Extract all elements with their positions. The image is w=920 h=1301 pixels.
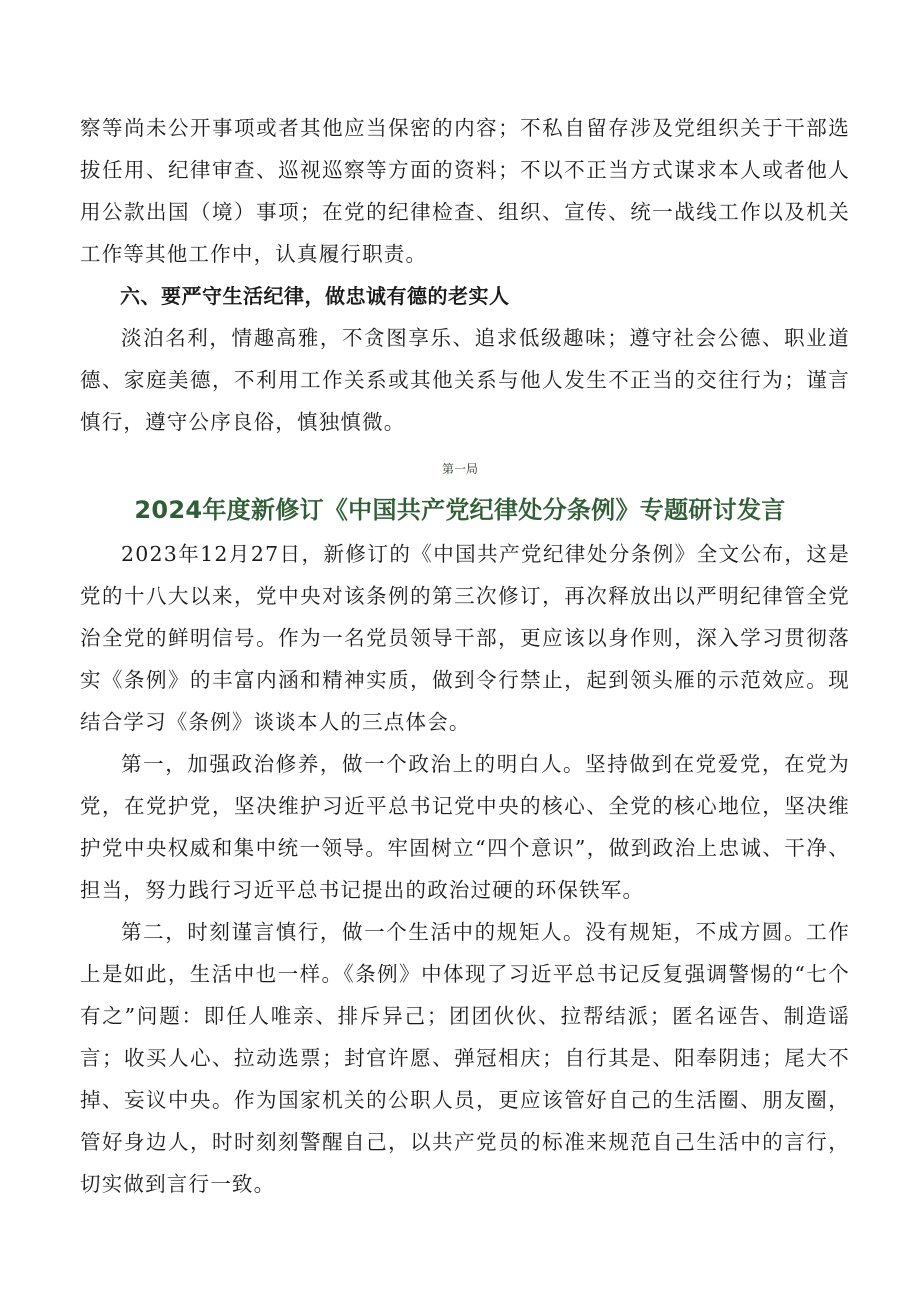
paragraph-six: 淡泊名利，情趣高雅，不贪图享乐、追求低级趣味；遵守社会公德、职业道德、家庭美德，不利用工作关系或其他关系与他人发生不正当的交往行为；谨言慎行，遵守公序良俗，慎独慎微。: [80, 326, 850, 434]
paragraph-3: 第二，时刻谨言慎行，做一个生活中的规矩人。没有规矩，不成方圆。工作上是如此，生活中也一样。《条例》中体现了习近平总书记反复强调警惕的“七个有之”问题：即任人唯亲、排斥异己；团团伙伙、拉帮结派；匿名诬告、制造谣言；收买人心、拉动选票；封官许愿、弹冠相庆；自行其是、阳奉阴违；尾大不掉、妄议中央。作为国家机关的公职人员，更应该管好自己的生活圈、朋友圈，管好身边人，时时刻刻警醒自己，以共产党员的标准来规范自己生活中的言行，切实做到言行一致。: [80, 920, 850, 1196]
paragraph-intro-continued: 察等尚未公开事项或者其他应当保密的内容；不私自留存涉及党组织关于干部选拔任用、纪律审查、巡视巡察等方面的资料；不以不正当方式谋求本人或者他人用公款出国（境）事项；在党的纪律检查、组织、宣传、统一战线工作以及机关工作等其他工作中，认真履行职责。: [80, 116, 850, 266]
section-heading-six: 六、要严守生活纪律，做忠诚有德的老实人: [120, 284, 510, 308]
paragraph-1: 2023年12月27日，新修订的《中国共产党纪律处分条例》全文公布，这是党的十八大以来，党中央对该条例的第三次修订，再次释放出以严明纪律管全党治全党的鲜明信号。作为一名党员领导干部，更应该以身作则，深入学习贯彻落实《条例》的丰富内涵和精神实质，做到令行禁止，起到领头雁的示范效应。现结合学习《条例》谈谈本人的三点体会。: [80, 542, 850, 734]
paragraph-2: 第一，加强政治修养，做一个政治上的明白人。坚持做到在党爱党，在党为党，在党护党，坚决维护习近平总书记党中央的核心、全党的核心地位，坚决维护党中央权威和集中统一领导。牢固树立“四个意识”，做到政治上忠诚、干净、担当，努力践行习近平总书记提出的政治过硬的环保铁军。: [80, 752, 850, 902]
section-label: 第一局: [441, 462, 478, 476]
document-title: 2024年度新修订《中国共产党纪律处分条例》专题研讨发言: [134, 496, 786, 524]
